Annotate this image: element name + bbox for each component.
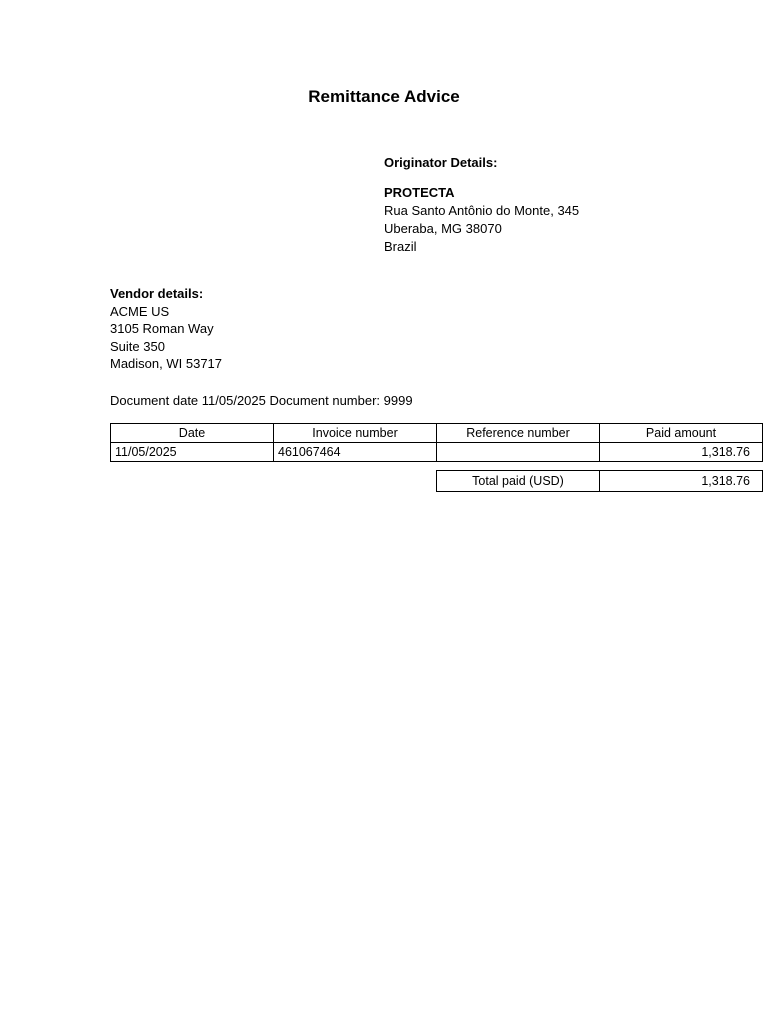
payment-table: [110, 423, 763, 462]
originator-country: Brazil: [384, 239, 417, 254]
cell-reference-number: [437, 443, 600, 462]
originator-details: [384, 154, 579, 256]
table-row: [111, 443, 763, 462]
vendor-details: [110, 285, 222, 373]
document-info-line: Document date 11/05/2025 Document number: 9999: [110, 393, 413, 408]
total-label: Total paid (USD): [437, 471, 600, 492]
cell-date: 11/05/2025: [111, 443, 274, 462]
total-value: 1,318.76: [600, 471, 763, 492]
vendor-address-line1: 3105 Roman Way: [110, 321, 214, 336]
originator-address-line1: Rua Santo Antônio do Monte, 345: [384, 203, 580, 218]
originator-name: PROTECTA: [384, 185, 455, 200]
total-row: [437, 471, 763, 492]
header-date: Date: [111, 424, 274, 443]
originator-address-line2: Uberaba, MG 38070: [384, 221, 502, 236]
header-paid-amount: Paid amount: [600, 424, 763, 443]
header-reference-number: Reference number: [437, 424, 600, 443]
table-header-row: [111, 424, 763, 443]
cell-paid-amount: 1,318.76: [600, 443, 763, 462]
total-table: [436, 470, 763, 492]
header-invoice-number: Invoice number: [274, 424, 437, 443]
originator-heading: Originator Details:: [384, 155, 498, 170]
vendor-address-line2: Suite 350: [110, 338, 165, 354]
page-title: Remittance Advice: [308, 87, 460, 106]
vendor-name: ACME US: [110, 303, 170, 319]
cell-invoice-number: 461067464: [274, 443, 437, 462]
vendor-address-line3: Madison, WI 53717: [110, 356, 223, 371]
vendor-heading: Vendor details:: [110, 286, 204, 301]
